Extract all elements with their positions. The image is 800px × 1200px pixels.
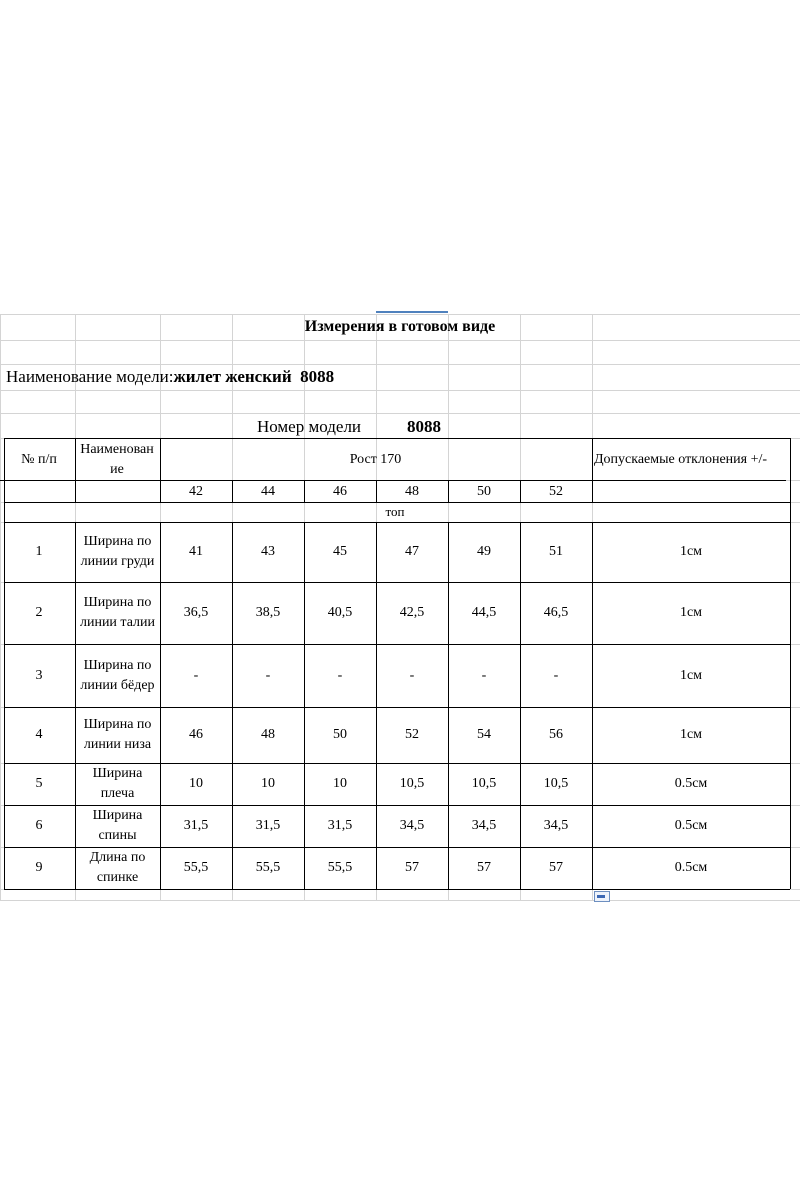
header-height: Рост 170 [349, 452, 402, 467]
row-value-size-44: 55,5 [255, 860, 281, 875]
row-measurement-name: Ширина по линии бёдер [80, 657, 155, 693]
model-number-label: Номер модели [256, 417, 362, 436]
row-value-size-50: - [481, 667, 487, 683]
row-value-size-44: 31,5 [255, 818, 281, 833]
row-value-size-46: 10 [333, 776, 347, 791]
row-value-size-52: 51 [549, 544, 563, 559]
header-name-text: Наименование [80, 442, 154, 477]
section-label: топ [385, 504, 405, 519]
row-measurement-name: Длина по спинке [89, 850, 146, 885]
row-value-size-46: 55,5 [327, 860, 353, 875]
grid-row-line [0, 900, 800, 901]
row-value-size-44: 48 [261, 727, 275, 742]
row-value-size-46: 31,5 [327, 818, 353, 833]
size-52: 52 [549, 483, 563, 499]
row-tolerance: 1см [679, 605, 703, 620]
grid-row-line [0, 390, 800, 391]
row-tolerance: 1см [679, 727, 703, 742]
row-measurement-name: Ширина спины [92, 808, 143, 843]
row-value-size-46: 45 [333, 544, 347, 559]
size-48: 48 [405, 483, 419, 499]
size-46: 46 [333, 483, 347, 499]
table-border-row [4, 438, 790, 439]
row-value-size-52: 10,5 [543, 776, 569, 791]
row-value-size-44: 10 [261, 776, 275, 791]
size-42: 42 [189, 483, 203, 499]
row-value-size-46: 40,5 [327, 605, 353, 620]
row-value-size-48: 10,5 [399, 776, 425, 791]
row-value-size-46: - [337, 667, 343, 683]
grid-row-line [0, 340, 800, 341]
grid-row-line [0, 413, 800, 414]
row-value-size-42: 55,5 [183, 860, 209, 875]
row-value-size-48: 52 [405, 727, 419, 742]
row-value-size-44: - [265, 667, 271, 683]
row-value-size-42: 36,5 [183, 605, 209, 620]
model-name-line [6, 366, 334, 388]
row-value-size-50: 54 [477, 727, 491, 742]
row-value-size-42: 46 [189, 727, 203, 742]
row-value-size-52: 57 [549, 860, 563, 875]
row-value-size-52: - [553, 667, 559, 683]
row-tolerance: 0.5см [674, 860, 708, 875]
header-num: № п/п [21, 452, 57, 467]
grid-row-line [0, 364, 800, 365]
row-value-size-48: 34,5 [399, 818, 425, 833]
row-measurement-name: Ширина по линии талии [79, 595, 156, 630]
table-border-row [4, 889, 790, 890]
row-value-size-48: - [409, 667, 415, 683]
row-value-size-50: 34,5 [471, 818, 497, 833]
table-border-column [790, 438, 791, 889]
row-value-size-46: 50 [333, 727, 347, 742]
model-number-value: 8088 [407, 417, 441, 436]
row-tolerance: 1см [679, 667, 703, 683]
sheet-title: Измерения в готовом виде [304, 318, 496, 335]
header-tolerance: Допускаемые отклонения +/- [594, 452, 768, 467]
row-number: 2 [35, 605, 43, 620]
size-50: 50 [477, 483, 491, 499]
row-number: 1 [35, 544, 43, 559]
row-tolerance: 0.5см [674, 776, 708, 791]
row-tolerance: 0.5см [674, 818, 708, 833]
row-measurement-name: Ширина по линии низа [83, 717, 152, 752]
row-number: 9 [35, 860, 43, 875]
row-value-size-42: 31,5 [183, 818, 209, 833]
row-value-size-50: 49 [477, 544, 491, 559]
row-number: 5 [35, 776, 43, 791]
row-number: 4 [35, 727, 43, 742]
row-measurement-name: Ширина по линии груди [80, 534, 155, 569]
row-value-size-50: 44,5 [471, 605, 497, 620]
row-value-size-52: 46,5 [543, 605, 569, 620]
row-value-size-42: 41 [189, 544, 203, 559]
row-value-size-50: 57 [477, 860, 491, 875]
size-44: 44 [261, 483, 275, 499]
row-value-size-44: 43 [261, 544, 275, 559]
row-value-size-42: 10 [189, 776, 203, 791]
comment-icon [594, 891, 610, 902]
selection-accent [376, 311, 448, 313]
row-value-size-52: 34,5 [543, 818, 569, 833]
model-name-value: жилет женский 8088 [173, 367, 335, 386]
row-tolerance: 1см [679, 544, 703, 559]
row-value-size-48: 42,5 [399, 605, 425, 620]
row-value-size-50: 10,5 [471, 776, 497, 791]
row-measurement-name: Ширина плеча [92, 766, 143, 801]
row-value-size-44: 38,5 [255, 605, 281, 620]
row-number: 6 [35, 818, 43, 833]
row-value-size-48: 57 [405, 860, 419, 875]
header-name [75, 440, 159, 480]
row-value-size-48: 47 [405, 544, 419, 559]
model-name-label: Наименование модели: [6, 367, 174, 386]
row-number: 3 [35, 667, 43, 683]
row-value-size-52: 56 [549, 727, 563, 742]
row-value-size-42: - [193, 667, 199, 683]
grid-column-line [0, 314, 1, 900]
